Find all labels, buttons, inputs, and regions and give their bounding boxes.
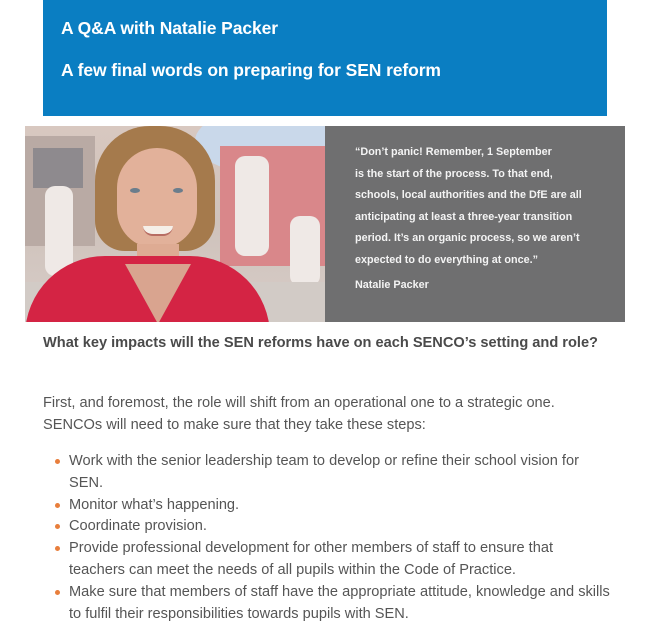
background-child [235,156,269,256]
intro-paragraph: First, and foremost, the role will shift from an operational one to a strategic one. SENCOs will need to make sure that they take these steps: [43,395,555,433]
list-item [43,495,613,517]
list-item [43,451,613,495]
quote-line: anticipating at least a three-year transition [355,210,573,223]
portrait-photo [25,126,325,322]
hero-section [25,126,625,322]
bullet-icon [55,459,60,464]
pull-quote [355,142,610,272]
bullet-icon [55,524,60,529]
header-banner [43,0,607,116]
list-item-text: Coordinate provision. [69,518,207,535]
list-item-text: Provide professional development for other members of staff to ensure that teachers can meet the needs of all pupils within the Code of Practice. [69,540,554,578]
quote-line: “Don’t panic! Remember, 1 September [355,146,552,158]
quote-panel [325,126,625,322]
bullet-icon [55,590,60,595]
bullet-icon [55,503,60,508]
quote-line: schools, local authorities and the DfE are all [355,189,582,202]
list-item-text: Work with the senior leadership team to develop or refine their school vision for SEN. [69,453,579,491]
quote-line: is the start of the process. To that end, [355,167,553,180]
list-item [43,516,613,538]
person-eye [173,188,183,193]
question-heading: What key impacts will the SEN reforms have on each SENCO’s setting and role? [43,335,598,351]
list-item [43,582,613,626]
list-item-text: Make sure that members of staff have the appropriate attitude, knowledge and skills to fulfil their responsibilities towards pupils with SEN. [69,583,610,622]
article-title: A Q&A with Natalie Packer [61,18,278,38]
article-subtitle: A few final words on preparing for SEN reform [61,60,441,80]
person-eye [130,188,140,193]
background-child [45,186,73,276]
list-item-text: Monitor what’s happening. [69,496,240,513]
quote-line: period. It’s an organic process, so we aren’t [355,232,580,245]
steps-list [43,451,613,625]
list-item [43,538,613,582]
quote-author: Natalie Packer [355,279,429,291]
quote-line: expected to do everything at once.” [355,253,538,266]
bullet-icon [55,546,60,551]
background-child [290,216,320,286]
